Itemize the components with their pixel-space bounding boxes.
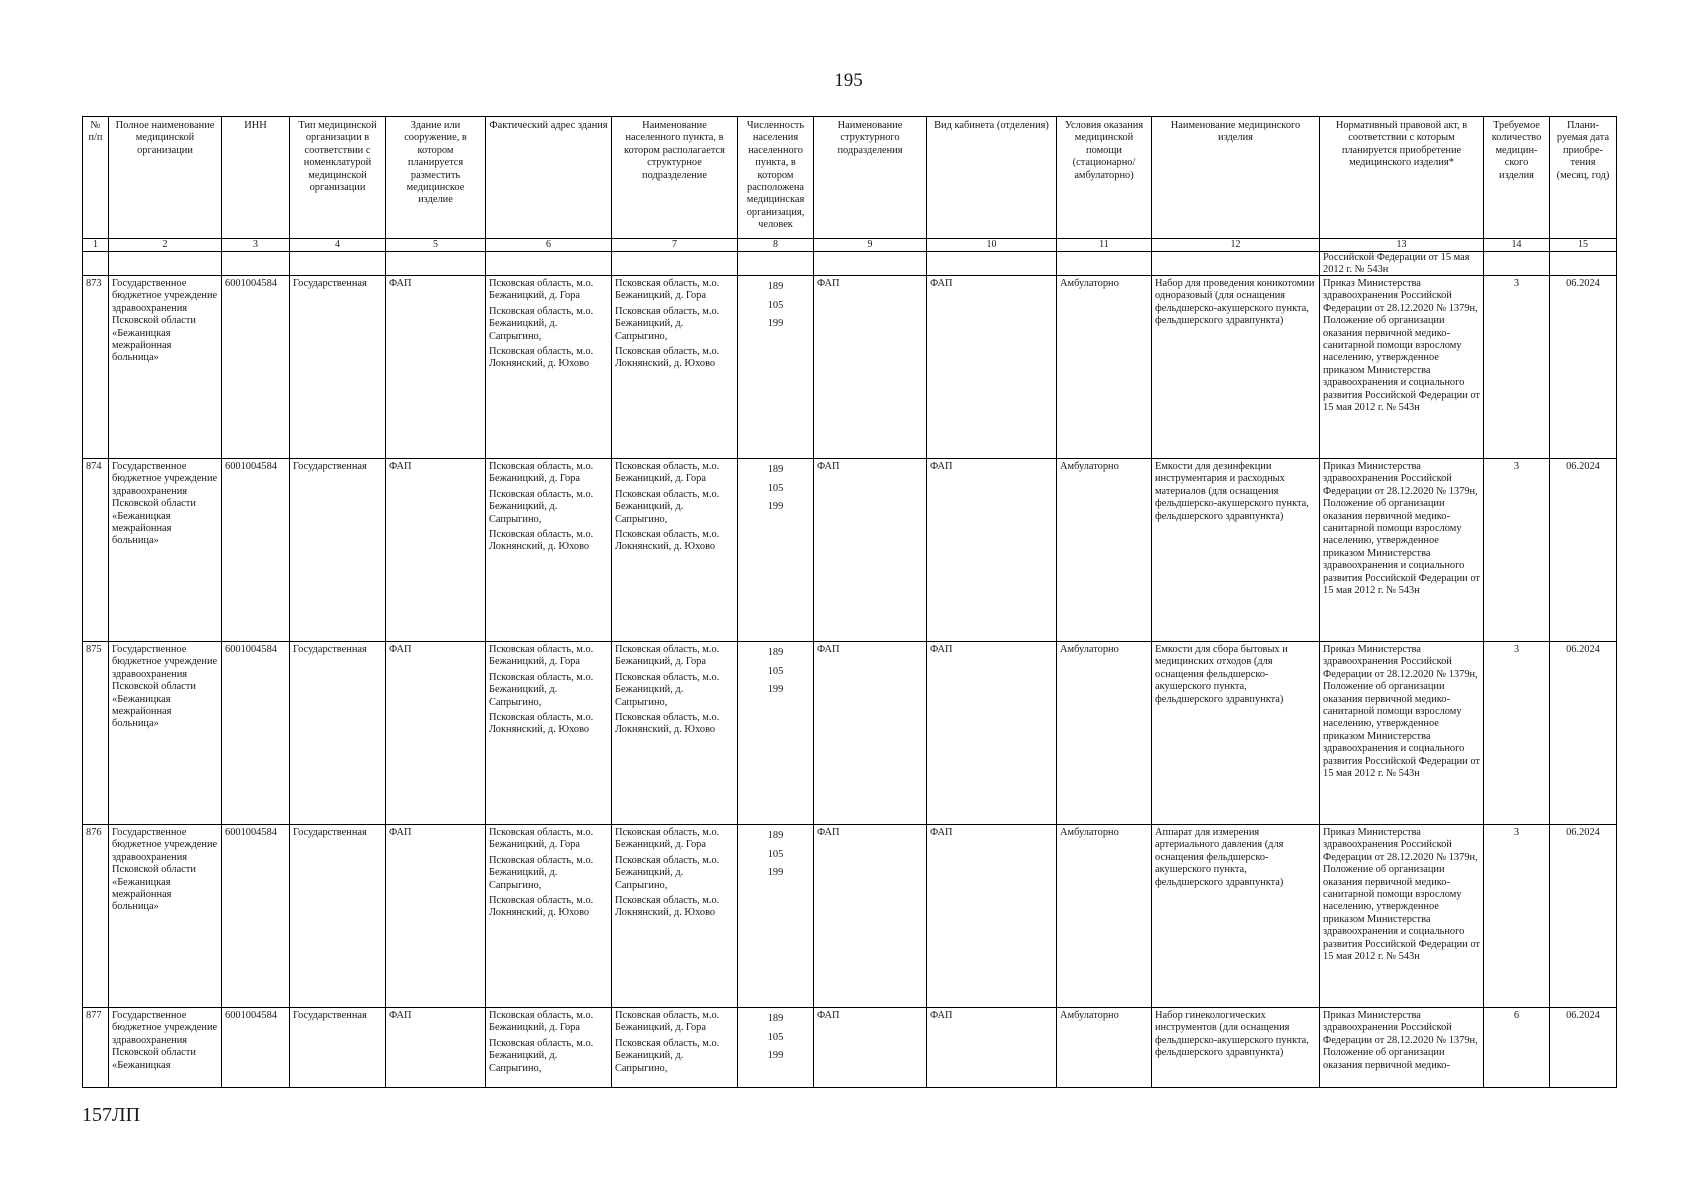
- column-number: 11: [1057, 239, 1152, 252]
- settlement-cell: [612, 1008, 738, 1088]
- settlement-line: Псковская область, м.о. Бежаницкий, д. Сапрыгино,: [615, 305, 720, 342]
- column-number: 13: [1320, 239, 1484, 252]
- settlement-line: Псковская область, м.о. Бежаницкий, д. Гора: [615, 827, 720, 851]
- address-line: Псковская область, м.о. Локнянский, д. Юхово: [489, 346, 594, 370]
- column-number: 15: [1550, 239, 1617, 252]
- column-number-row: [83, 239, 1617, 252]
- settlement-cell: [612, 459, 738, 642]
- header-cell: Условия оказания медицинской помощи (стационарно/ амбулаторно): [1057, 117, 1152, 239]
- settlement-cell: [612, 642, 738, 825]
- population-value: 189: [767, 1013, 784, 1024]
- purchase-date-cell: 06.2024: [1550, 642, 1617, 825]
- legal-act-cell: Приказ Министерства здравоохранения Российской Федерации от 28.12.2020 № 1379н, Положение об организации оказания первичной медико-санитарной помощи взрослому населению, утвержденное приказом Министерства здравоохранения и социального развития Российской Федерации от 15 мая 2012 г. № 543н: [1320, 825, 1484, 1008]
- settlement-line: Псковская область, м.о. Бежаницкий, д. Сапрыгино,: [615, 488, 720, 525]
- purchase-date-cell: 06.2024: [1550, 459, 1617, 642]
- table-row: [83, 276, 1617, 459]
- legal-act-cell: Приказ Министерства здравоохранения Российской Федерации от 28.12.2020 № 1379н, Положение об организации оказания первичной медико-: [1320, 1008, 1484, 1088]
- document-code: 157ЛП: [82, 1104, 141, 1126]
- column-number: 1: [83, 239, 109, 252]
- header-cell: Наименование медицинского изделия: [1152, 117, 1320, 239]
- organization-name: Государственное бюджетное учреждение здравоохранения Псковской области «Бежаницкая межрайонная больница»: [109, 459, 222, 642]
- address-cell: [486, 825, 612, 1008]
- cabinet-cell: ФАП: [927, 825, 1057, 1008]
- address-line: Псковская область, м.о. Бежаницкий, д. Гора: [489, 1010, 594, 1034]
- column-number: 4: [290, 239, 386, 252]
- settlement-cell: [612, 276, 738, 459]
- header-row: [83, 117, 1617, 239]
- org-type-cell: Государственная: [290, 276, 386, 459]
- org-type-cell: Государственная: [290, 1008, 386, 1088]
- address-line: Псковская область, м.о. Бежаницкий, д. Гора: [489, 827, 594, 851]
- cabinet-cell: ФАП: [927, 642, 1057, 825]
- device-name-cell: Аппарат для измерения артериального давления (для оснащения фельдшерско-акушерского пункта, фельдшерского здравпункта): [1152, 825, 1320, 1008]
- device-name-cell: Емкости для сбора бытовых и медицинских отходов (для оснащения фельдшерско-акушерского пункта, фельдшерского здравпункта): [1152, 642, 1320, 825]
- inn-cell: 6001004584: [222, 276, 290, 459]
- address-line: Псковская область, м.о. Бежаницкий, д. Сапрыгино,: [489, 488, 594, 525]
- row-number: 877: [83, 1008, 109, 1088]
- device-name-cell: Емкости для дезинфекции инструментария и расходных материалов (для оснащения фельдшерско-акушерского пункта, фельдшерского здравпункта): [1152, 459, 1320, 642]
- population-cell: [738, 1008, 814, 1088]
- address-line: Псковская область, м.о. Бежаницкий, д. Сапрыгино,: [489, 854, 594, 891]
- header-cell: Полное наименование медицинской организации: [109, 117, 222, 239]
- org-type-cell: Государственная: [290, 825, 386, 1008]
- inn-cell: 6001004584: [222, 459, 290, 642]
- settlement-line: Псковская область, м.о. Бежаницкий, д. Гора: [615, 1010, 720, 1034]
- legal-act-cell: Приказ Министерства здравоохранения Российской Федерации от 28.12.2020 № 1379н, Положение об организации оказания первичной медико-санитарной помощи взрослому населению, утвержденное приказом Министерства здравоохранения и социального развития Российской Федерации от 15 мая 2012 г. № 543н: [1320, 276, 1484, 459]
- address-line: Псковская область, м.о. Бежаницкий, д. Сапрыгино,: [489, 305, 594, 342]
- settlement-line: Псковская область, м.о. Бежаницкий, д. Сапрыгино,: [615, 854, 720, 891]
- page-number: 195: [834, 70, 863, 91]
- population-value: 105: [767, 482, 784, 494]
- organization-name: Государственное бюджетное учреждение здравоохранения Псковской области «Бежаницкая: [109, 1008, 222, 1088]
- header-cell: Требуемое количество медицин-ского изделия: [1484, 117, 1550, 239]
- device-name-cell: Набор для проведения коникотомии одноразовый (для оснащения фельдшерско-акушерского пункта, фельдшерского здравпункта): [1152, 276, 1320, 459]
- inn-cell: 6001004584: [222, 825, 290, 1008]
- settlement-line: Псковская область, м.о. Бежаницкий, д. Гора: [615, 278, 720, 302]
- column-number: 7: [612, 239, 738, 252]
- settlement-line: Псковская область, м.о. Локнянский, д. Юхово: [615, 346, 720, 370]
- population-value: 189: [767, 830, 784, 841]
- header-cell: Фактический адрес здания: [486, 117, 612, 239]
- population-value: 189: [767, 281, 784, 292]
- structural-unit-cell: ФАП: [814, 1008, 927, 1088]
- header-cell: Наименование структурного подразделения: [814, 117, 927, 239]
- address-cell: [486, 459, 612, 642]
- cabinet-cell: ФАП: [927, 459, 1057, 642]
- settlement-line: Псковская область, м.о. Локнянский, д. Юхово: [615, 712, 720, 736]
- address-line: Псковская область, м.о. Бежаницкий, д. Гора: [489, 461, 594, 485]
- address-cell: [486, 1008, 612, 1088]
- building-cell: ФАП: [386, 1008, 486, 1088]
- legal-act-cell: Приказ Министерства здравоохранения Российской Федерации от 28.12.2020 № 1379н, Положение об организации оказания первичной медико-санитарной помощи взрослому населению, утвержденное приказом Министерства здравоохранения и социального развития Российской Федерации от 15 мая 2012 г. № 543н: [1320, 459, 1484, 642]
- continuation-row: [83, 252, 1617, 276]
- header-cell: Тип медицинской организации в соответствии с номенклатурой медицинской организации: [290, 117, 386, 239]
- population-cell: [738, 459, 814, 642]
- address-line: Псковская область, м.о. Бежаницкий, д. Сапрыгино,: [489, 671, 594, 708]
- continuation-act-text: Российской Федерации от 15 мая 2012 г. № 543н: [1320, 252, 1484, 276]
- device-name-cell: Набор гинекологических инструментов (для оснащения фельдшерско-акушерского пункта, фельдшерского здравпункта): [1152, 1008, 1320, 1088]
- table-row: [83, 825, 1617, 1008]
- address-line: Псковская область, м.о. Локнянский, д. Юхово: [489, 529, 594, 553]
- header-cell: ИНН: [222, 117, 290, 239]
- address-line: Псковская область, м.о. Локнянский, д. Юхово: [489, 712, 594, 736]
- header-cell: Вид кабинета (отделения): [927, 117, 1057, 239]
- building-cell: ФАП: [386, 825, 486, 1008]
- legal-act-cell: Приказ Министерства здравоохранения Российской Федерации от 28.12.2020 № 1379н, Положение об организации оказания первичной медико-санитарной помощи взрослому населению, утвержденное приказом Министерства здравоохранения и социального развития Российской Федерации от 15 мая 2012 г. № 543н: [1320, 642, 1484, 825]
- column-number: 10: [927, 239, 1057, 252]
- population-cell: [738, 825, 814, 1008]
- column-number: 3: [222, 239, 290, 252]
- organization-name: Государственное бюджетное учреждение здравоохранения Псковской области «Бежаницкая межрайонная больница»: [109, 825, 222, 1008]
- conditions-cell: Амбулаторно: [1057, 642, 1152, 825]
- address-cell: [486, 276, 612, 459]
- column-number: 5: [386, 239, 486, 252]
- header-cell: Наименование населенного пункта, в котором располагается структурное подразделение: [612, 117, 738, 239]
- settlement-line: Псковская область, м.о. Локнянский, д. Юхово: [615, 529, 720, 553]
- population-value: 199: [767, 867, 784, 878]
- structural-unit-cell: ФАП: [814, 459, 927, 642]
- purchase-date-cell: 06.2024: [1550, 825, 1617, 1008]
- conditions-cell: Амбулаторно: [1057, 1008, 1152, 1088]
- settlement-line: Псковская область, м.о. Бежаницкий, д. Гора: [615, 461, 720, 485]
- header-cell: Численность населения населенного пункта, в котором расположена медицинская организация, человек: [738, 117, 814, 239]
- header-cell: Нормативный правовой акт, в соответствии с которым планируется приобретение медицинского изделия*: [1320, 117, 1484, 239]
- organization-name: Государственное бюджетное учреждение здравоохранения Псковской области «Бежаницкая межрайонная больница»: [109, 642, 222, 825]
- column-number: 9: [814, 239, 927, 252]
- address-line: Псковская область, м.о. Бежаницкий, д. Гора: [489, 278, 594, 302]
- column-number: 2: [109, 239, 222, 252]
- structural-unit-cell: ФАП: [814, 642, 927, 825]
- address-line: Псковская область, м.о. Бежаницкий, д. Гора: [489, 644, 594, 668]
- population-value: 199: [767, 684, 784, 695]
- org-type-cell: Государственная: [290, 459, 386, 642]
- population-value: 105: [767, 1031, 784, 1043]
- settlement-line: Псковская область, м.о. Бежаницкий, д. Гора: [615, 644, 720, 668]
- org-type-cell: Государственная: [290, 642, 386, 825]
- structural-unit-cell: ФАП: [814, 825, 927, 1008]
- header-cell: Здание или сооружение, в котором планируется разместить медицинское изделие: [386, 117, 486, 239]
- row-number: 875: [83, 642, 109, 825]
- quantity-cell: 3: [1484, 642, 1550, 825]
- header-cell: Плани-руемая дата приобре-тения (месяц, год): [1550, 117, 1617, 239]
- purchase-date-cell: 06.2024: [1550, 276, 1617, 459]
- population-cell: [738, 276, 814, 459]
- quantity-cell: 3: [1484, 276, 1550, 459]
- conditions-cell: Амбулаторно: [1057, 459, 1152, 642]
- conditions-cell: Амбулаторно: [1057, 825, 1152, 1008]
- quantity-cell: 3: [1484, 825, 1550, 1008]
- conditions-cell: Амбулаторно: [1057, 276, 1152, 459]
- table-row: [83, 1008, 1617, 1088]
- row-number: 873: [83, 276, 109, 459]
- cabinet-cell: ФАП: [927, 1008, 1057, 1088]
- cabinet-cell: ФАП: [927, 276, 1057, 459]
- row-number: 876: [83, 825, 109, 1008]
- settlement-line: Псковская область, м.о. Локнянский, д. Юхово: [615, 895, 720, 919]
- building-cell: ФАП: [386, 642, 486, 825]
- column-number: 6: [486, 239, 612, 252]
- population-value: 199: [767, 1050, 784, 1061]
- population-value: 189: [767, 647, 784, 658]
- row-number: 874: [83, 459, 109, 642]
- address-line: Псковская область, м.о. Бежаницкий, д. Сапрыгино,: [489, 1037, 594, 1074]
- table-row: [83, 642, 1617, 825]
- column-number: 8: [738, 239, 814, 252]
- table-row: [83, 459, 1617, 642]
- purchase-date-cell: 06.2024: [1550, 1008, 1617, 1088]
- organization-name: Государственное бюджетное учреждение здравоохранения Псковской области «Бежаницкая межрайонная больница»: [109, 276, 222, 459]
- population-value: 199: [767, 501, 784, 512]
- population-value: 105: [767, 848, 784, 860]
- header-cell: № п/п: [83, 117, 109, 239]
- settlement-line: Псковская область, м.о. Бежаницкий, д. Сапрыгино,: [615, 671, 720, 708]
- address-line: Псковская область, м.о. Локнянский, д. Юхово: [489, 895, 594, 919]
- settlement-cell: [612, 825, 738, 1008]
- column-number: 14: [1484, 239, 1550, 252]
- population-value: 189: [767, 464, 784, 475]
- population-value: 105: [767, 665, 784, 677]
- inn-cell: 6001004584: [222, 1008, 290, 1088]
- structural-unit-cell: ФАП: [814, 276, 927, 459]
- quantity-cell: 6: [1484, 1008, 1550, 1088]
- medical-devices-table: [82, 116, 1617, 1088]
- settlement-line: Псковская область, м.о. Бежаницкий, д. Сапрыгино,: [615, 1037, 720, 1074]
- population-cell: [738, 642, 814, 825]
- address-cell: [486, 642, 612, 825]
- building-cell: ФАП: [386, 276, 486, 459]
- population-value: 105: [767, 299, 784, 311]
- building-cell: ФАП: [386, 459, 486, 642]
- column-number: 12: [1152, 239, 1320, 252]
- inn-cell: 6001004584: [222, 642, 290, 825]
- quantity-cell: 3: [1484, 459, 1550, 642]
- population-value: 199: [767, 318, 784, 329]
